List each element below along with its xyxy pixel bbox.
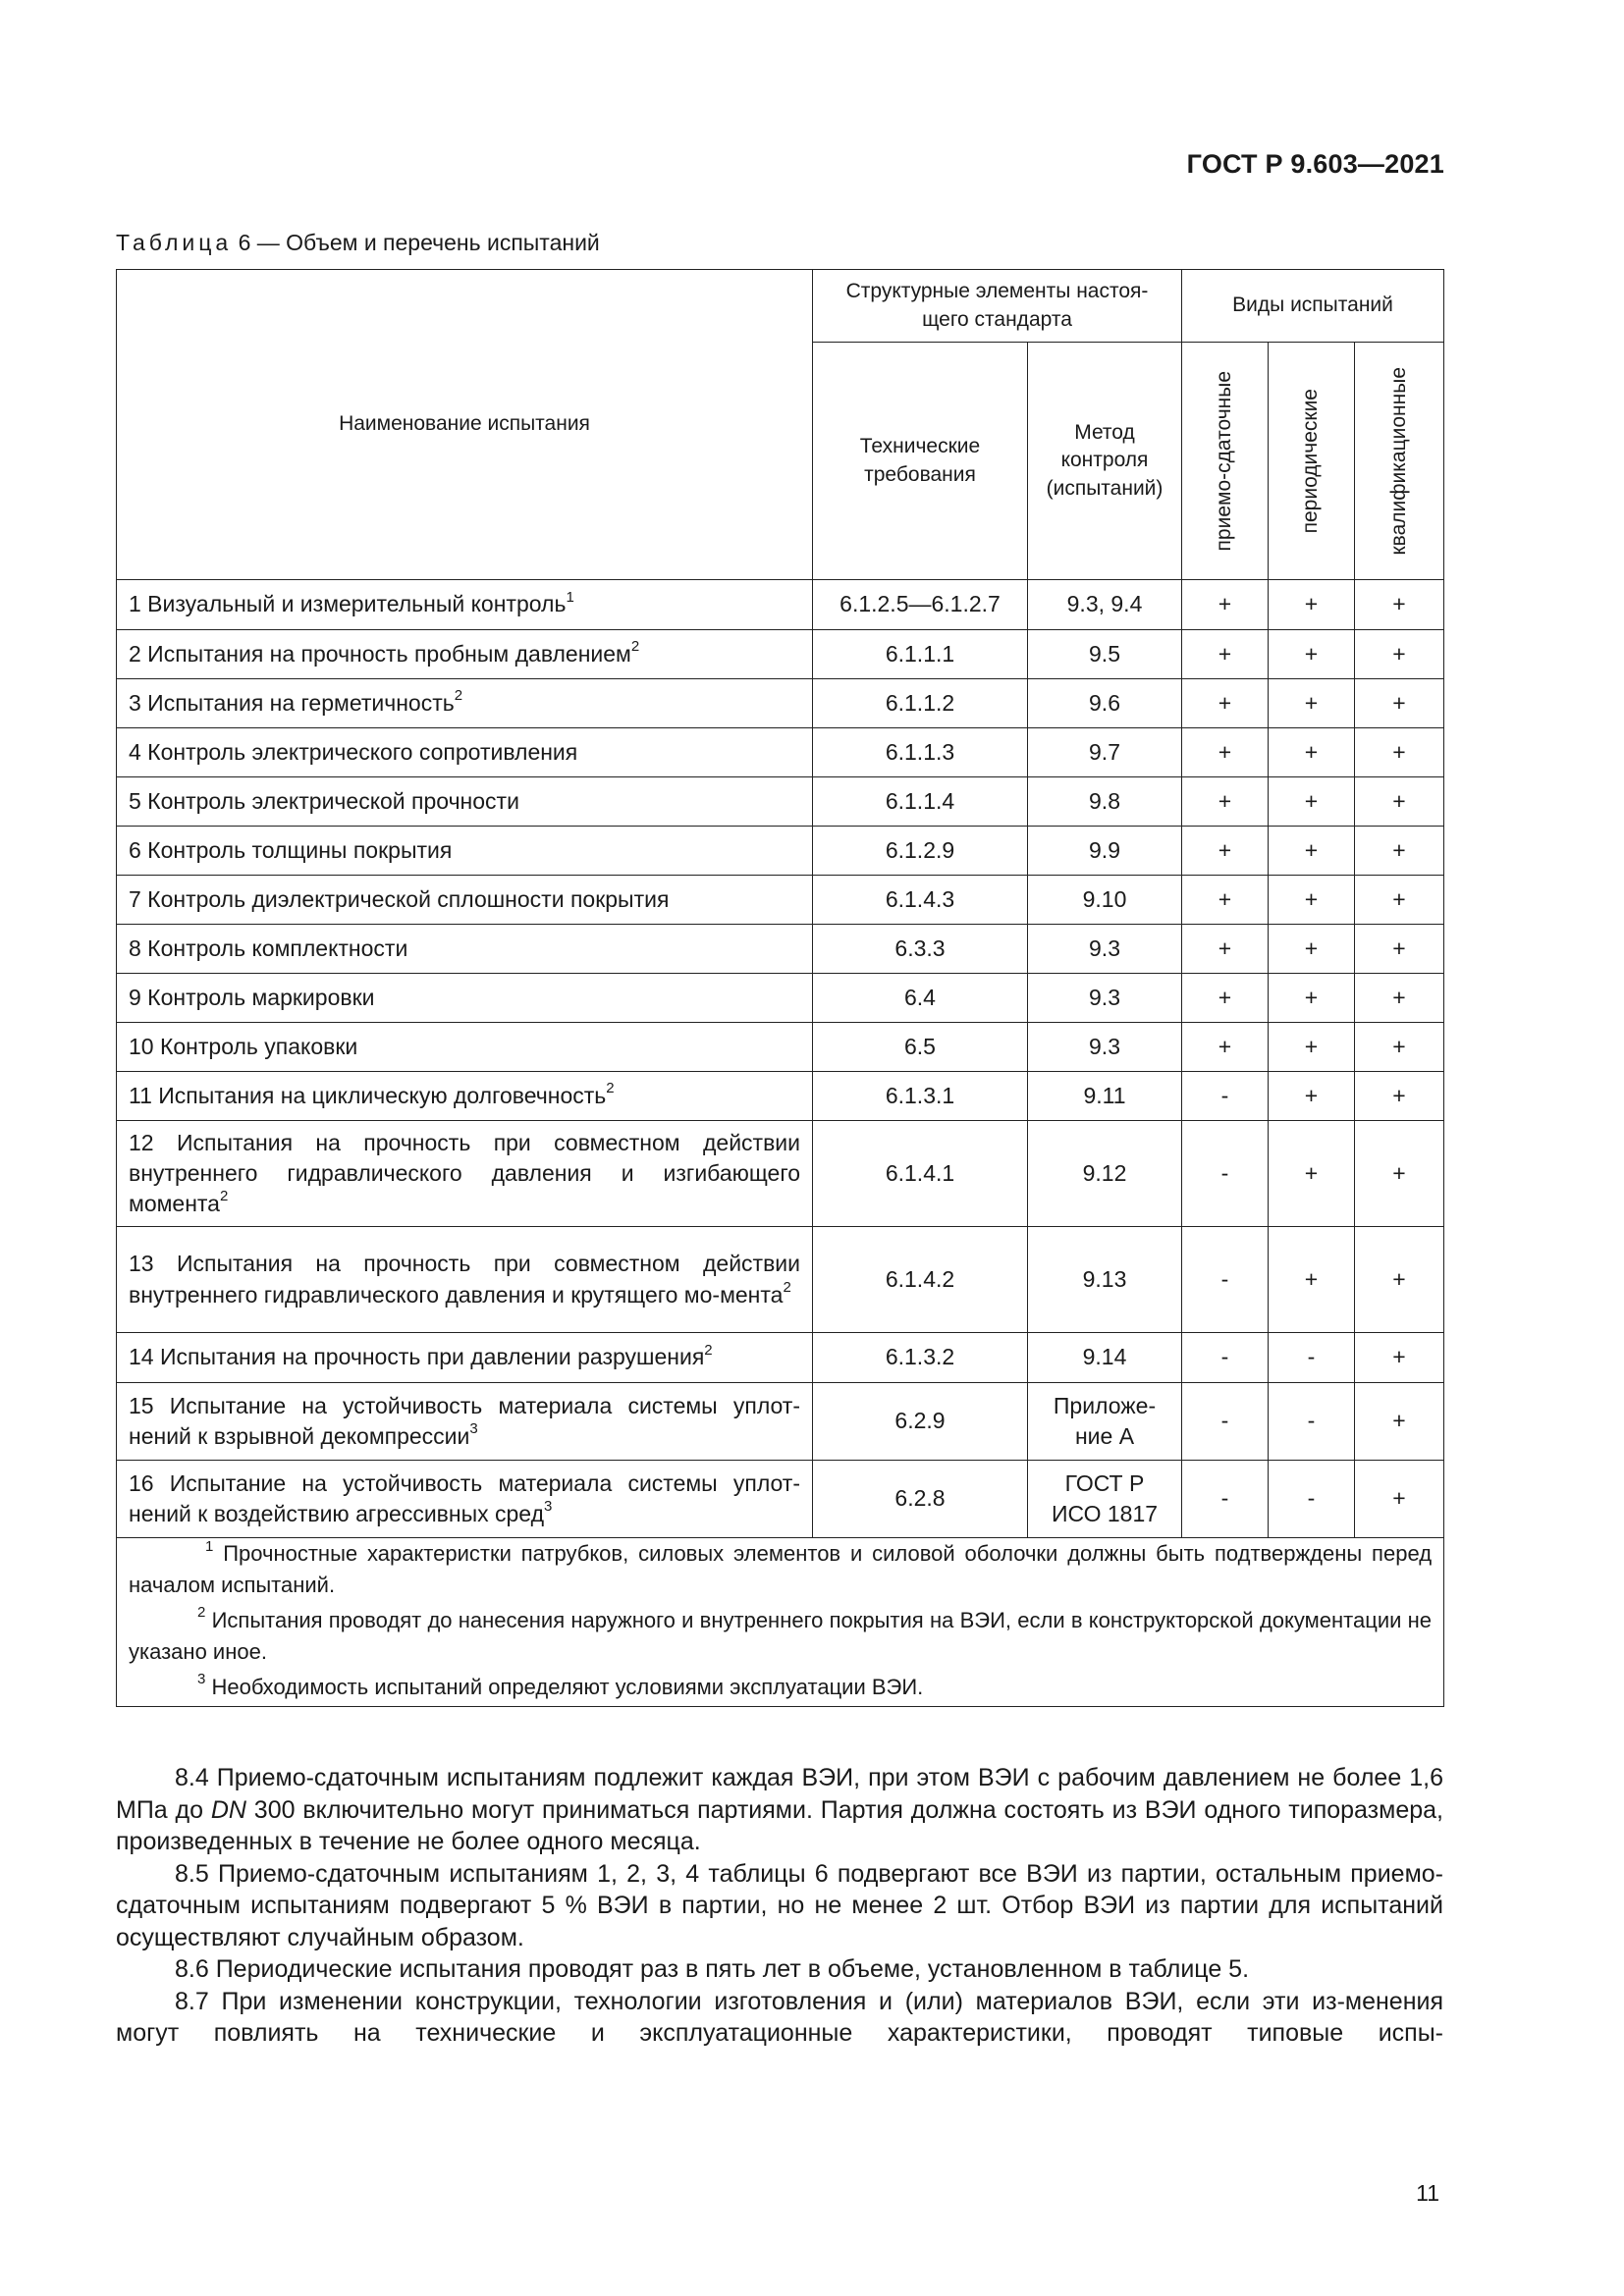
cell-technical-requirement: 6.5	[813, 1023, 1028, 1072]
footnote-ref: 2	[783, 1278, 791, 1296]
cell-technical-requirement: 6.1.1.2	[813, 679, 1028, 728]
cell-technical-requirement: 6.1.3.2	[813, 1333, 1028, 1383]
test-name-text: 9 Контроль маркировки	[129, 984, 375, 1010]
cell-test-name	[117, 1461, 813, 1538]
cell-control-method: 9.11	[1028, 1072, 1182, 1121]
cell-kind-acceptance: +	[1182, 580, 1269, 630]
cell-test-name	[117, 728, 813, 777]
cell-kind-acceptance: -	[1182, 1121, 1269, 1227]
table-row	[117, 827, 1444, 876]
cell-test-name	[117, 679, 813, 728]
cell-kind-periodic: +	[1269, 728, 1355, 777]
cell-kind-acceptance: +	[1182, 728, 1269, 777]
test-name-text: 14 Испытания на прочность при давлении разрушения	[129, 1344, 705, 1370]
cell-kind-acceptance: -	[1182, 1383, 1269, 1461]
table-row	[117, 679, 1444, 728]
cell-kind-qualification: +	[1355, 1072, 1444, 1121]
cell-kind-periodic: +	[1269, 580, 1355, 630]
cell-technical-requirement: 6.2.8	[813, 1461, 1028, 1538]
cell-kind-acceptance: +	[1182, 679, 1269, 728]
test-name-text: 5 Контроль электрической прочности	[129, 787, 519, 814]
footnote	[129, 1672, 1432, 1703]
test-name-text: 2 Испытания на прочность пробным давлением	[129, 640, 631, 667]
cell-kind-acceptance: -	[1182, 1227, 1269, 1333]
footnote-number: 1	[205, 1537, 214, 1555]
cell-kind-qualification: +	[1355, 1227, 1444, 1333]
cell-control-method: 9.14	[1028, 1333, 1182, 1383]
footnote-ref: 1	[566, 588, 574, 606]
cell-technical-requirement: 6.1.2.9	[813, 827, 1028, 876]
cell-kind-qualification: +	[1355, 1461, 1444, 1538]
footnote-ref: 3	[469, 1420, 478, 1438]
cell-kind-acceptance: +	[1182, 925, 1269, 974]
cell-technical-requirement: 6.1.3.1	[813, 1072, 1028, 1121]
cell-technical-requirement: 6.1.2.5—6.1.2.7	[813, 580, 1028, 630]
cell-test-name	[117, 876, 813, 925]
cell-kind-periodic: -	[1269, 1461, 1355, 1538]
page-number: 11	[1416, 2180, 1439, 2206]
cell-control-method: Приложе-ние А	[1028, 1383, 1182, 1461]
cell-kind-periodic: +	[1269, 876, 1355, 925]
paragraph-8-4-dn: DN	[210, 1795, 246, 1824]
paragraph-8-4-part1: 8.4 Приемо-сдаточным испытаниям подлежит каждая ВЭИ, при этом ВЭИ с рабочим давлением не более 1,6 МПа до	[116, 1764, 1443, 1824]
footnote-number: 3	[197, 1671, 206, 1688]
table-row	[117, 1023, 1444, 1072]
test-name-text: 15 Испытание на устойчивость материала системы уплот-нений к взрывной декомпрессии	[129, 1392, 800, 1449]
cell-kind-qualification: +	[1355, 728, 1444, 777]
tests-table	[116, 269, 1444, 1707]
header-kind-periodic-label: периодические	[1299, 388, 1323, 534]
table-notes	[117, 1538, 1444, 1707]
footnote	[129, 1605, 1432, 1668]
cell-kind-periodic: +	[1269, 630, 1355, 679]
cell-technical-requirement: 6.1.4.1	[813, 1121, 1028, 1227]
cell-control-method: 9.3, 9.4	[1028, 580, 1182, 630]
cell-kind-qualification: +	[1355, 630, 1444, 679]
test-name-text: 16 Испытание на устойчивость материала системы уплот-нений к воздействию агрессивных сред	[129, 1469, 800, 1526]
cell-kind-acceptance: +	[1182, 876, 1269, 925]
cell-kind-acceptance: +	[1182, 1023, 1269, 1072]
paragraph-8-6: 8.6 Периодические испытания проводят раз в пять лет в объеме, установленном в таблице 5.	[175, 1955, 1250, 1983]
table-row	[117, 925, 1444, 974]
table-row	[117, 728, 1444, 777]
cell-kind-acceptance: +	[1182, 630, 1269, 679]
footnote-ref: 2	[454, 687, 463, 705]
table-row	[117, 1333, 1444, 1383]
test-name-text: 8 Контроль комплектности	[129, 934, 408, 961]
test-name-text: 10 Контроль упаковки	[129, 1033, 358, 1059]
cell-kind-periodic: +	[1269, 827, 1355, 876]
cell-test-name	[117, 580, 813, 630]
test-name-text: 1 Визуальный и измерительный контроль	[129, 591, 567, 617]
cell-technical-requirement: 6.1.4.2	[813, 1227, 1028, 1333]
paragraph-8-7: 8.7 При изменении конструкции, технологии изготовления и (или) материалов ВЭИ, если эти из-менения могут повлиять на технические и эксплуатационные характеристики, проводят типовые испы-	[116, 1987, 1443, 2047]
header-test-kinds: Виды испытаний	[1182, 270, 1444, 343]
cell-test-name	[117, 1121, 813, 1227]
cell-kind-qualification: +	[1355, 679, 1444, 728]
footnote-ref: 2	[704, 1341, 713, 1359]
header-kind-qualification-label: квалификационные	[1386, 366, 1410, 556]
header-test-name: Наименование испытания	[117, 270, 813, 580]
cell-test-name	[117, 1023, 813, 1072]
cell-control-method: 9.7	[1028, 728, 1182, 777]
header-kind-acceptance-label: приемо-сдаточные	[1213, 370, 1236, 552]
cell-kind-periodic: +	[1269, 777, 1355, 827]
cell-kind-qualification: +	[1355, 876, 1444, 925]
table-row	[117, 630, 1444, 679]
cell-kind-acceptance: +	[1182, 777, 1269, 827]
table-caption-title: 6 — Объем и перечень испытаний	[232, 230, 600, 255]
footnote-ref: 2	[606, 1080, 615, 1097]
test-name-text: 11 Испытания на циклическую долговечность	[129, 1082, 607, 1108]
header-kind-qualification	[1355, 343, 1444, 580]
table-row	[117, 777, 1444, 827]
cell-kind-periodic: +	[1269, 1072, 1355, 1121]
paragraph-8-4	[116, 1762, 1443, 1858]
cell-kind-periodic: +	[1269, 974, 1355, 1023]
footnote-text: Испытания проводят до нанесения наружного и внутреннего покрытия на ВЭИ, если в конструкторской документации не указано иное.	[129, 1607, 1433, 1664]
cell-technical-requirement: 6.4	[813, 974, 1028, 1023]
paragraph-8-5: 8.5 Приемо-сдаточным испытаниям 1, 2, 3, 4 таблицы 6 подвергают все ВЭИ из партии, остальным приемо-сдаточным испытаниям подвергают 5 % ВЭИ в партии, но не менее 2 шт. Отбор ВЭИ из партии для испытаний осуществляют случайным образом.	[116, 1859, 1443, 1951]
body-text	[116, 1762, 1443, 2050]
header-control-method: Метод контроля (испытаний)	[1028, 343, 1182, 580]
document-header: ГОСТ Р 9.603—2021	[1186, 149, 1444, 179]
cell-control-method: 9.3	[1028, 925, 1182, 974]
test-name-text: 6 Контроль толщины покрытия	[129, 836, 453, 863]
cell-control-method: ГОСТ Р ИСО 1817	[1028, 1461, 1182, 1538]
table-row	[117, 1121, 1444, 1227]
cell-test-name	[117, 974, 813, 1023]
table-row	[117, 974, 1444, 1023]
table-row	[117, 580, 1444, 630]
cell-kind-acceptance: -	[1182, 1333, 1269, 1383]
header-kind-periodic	[1269, 343, 1355, 580]
footnote-ref: 2	[219, 1188, 229, 1205]
table-row	[117, 1461, 1444, 1538]
cell-technical-requirement: 6.2.9	[813, 1383, 1028, 1461]
cell-kind-qualification: +	[1355, 827, 1444, 876]
paragraph-8-4-part2: 300 включительно могут приниматься партиями. Партия должна состоять из ВЭИ одного типоразмера, произведенных в течение не более одного месяца.	[116, 1795, 1443, 1855]
cell-test-name	[117, 1072, 813, 1121]
footnote-ref: 2	[630, 638, 640, 656]
cell-kind-qualification: +	[1355, 974, 1444, 1023]
cell-technical-requirement: 6.3.3	[813, 925, 1028, 974]
cell-control-method: 9.10	[1028, 876, 1182, 925]
cell-kind-periodic: +	[1269, 925, 1355, 974]
header-technical-requirements: Технические требования	[813, 343, 1028, 580]
cell-kind-periodic: -	[1269, 1383, 1355, 1461]
cell-test-name	[117, 777, 813, 827]
header-structural-elements: Структурные элементы настоя-щего стандарта	[813, 270, 1182, 343]
cell-kind-qualification: +	[1355, 1333, 1444, 1383]
table-row	[117, 1227, 1444, 1333]
cell-control-method: 9.8	[1028, 777, 1182, 827]
cell-control-method: 9.13	[1028, 1227, 1182, 1333]
test-name-text: 13 Испытания на прочность при совместном действии внутреннего гидравлического давления и крутящего мо-мента	[129, 1251, 800, 1308]
footnote-text: Необходимость испытаний определяют условиями эксплуатации ВЭИ.	[205, 1674, 924, 1699]
table-caption-word: Таблица	[116, 230, 233, 255]
cell-kind-qualification: +	[1355, 777, 1444, 827]
cell-control-method: 9.5	[1028, 630, 1182, 679]
cell-kind-qualification: +	[1355, 925, 1444, 974]
cell-technical-requirement: 6.1.1.1	[813, 630, 1028, 679]
cell-kind-periodic: -	[1269, 1333, 1355, 1383]
test-name-text: 12 Испытания на прочность при совместном действии внутреннего гидравлического давления и изгибающего момента	[129, 1129, 800, 1217]
cell-kind-qualification: +	[1355, 580, 1444, 630]
cell-technical-requirement: 6.1.4.3	[813, 876, 1028, 925]
footnote-number: 2	[197, 1604, 206, 1622]
footnote	[129, 1538, 1432, 1601]
table-row	[117, 1072, 1444, 1121]
cell-kind-qualification: +	[1355, 1383, 1444, 1461]
cell-kind-periodic: +	[1269, 1227, 1355, 1333]
cell-kind-qualification: +	[1355, 1121, 1444, 1227]
cell-control-method: 9.9	[1028, 827, 1182, 876]
cell-test-name	[117, 1383, 813, 1461]
cell-test-name	[117, 1227, 813, 1333]
cell-kind-periodic: +	[1269, 1121, 1355, 1227]
cell-control-method: 9.3	[1028, 1023, 1182, 1072]
cell-kind-qualification: +	[1355, 1023, 1444, 1072]
footnote-text: Прочностные характеристки патрубков, силовых элементов и силовой оболочки должны быть подтверждены перед началом испытаний.	[129, 1541, 1433, 1597]
cell-kind-periodic: +	[1269, 1023, 1355, 1072]
cell-kind-acceptance: +	[1182, 827, 1269, 876]
cell-kind-acceptance: +	[1182, 974, 1269, 1023]
cell-test-name	[117, 827, 813, 876]
test-name-text: 4 Контроль электрического сопротивления	[129, 738, 578, 765]
table-row	[117, 876, 1444, 925]
cell-test-name	[117, 925, 813, 974]
cell-control-method: 9.3	[1028, 974, 1182, 1023]
table-notes-row	[117, 1538, 1444, 1707]
cell-kind-acceptance: -	[1182, 1072, 1269, 1121]
cell-control-method: 9.6	[1028, 679, 1182, 728]
footnote-ref: 3	[544, 1498, 553, 1516]
cell-kind-periodic: +	[1269, 679, 1355, 728]
table-caption	[116, 230, 600, 256]
test-name-text: 3 Испытания на герметичность	[129, 689, 455, 716]
header-kind-acceptance	[1182, 343, 1269, 580]
cell-kind-acceptance: -	[1182, 1461, 1269, 1538]
cell-technical-requirement: 6.1.1.4	[813, 777, 1028, 827]
cell-test-name	[117, 1333, 813, 1383]
cell-control-method: 9.12	[1028, 1121, 1182, 1227]
test-name-text: 7 Контроль диэлектрической сплошности покрытия	[129, 885, 670, 912]
table-row	[117, 1383, 1444, 1461]
cell-technical-requirement: 6.1.1.3	[813, 728, 1028, 777]
cell-test-name	[117, 630, 813, 679]
